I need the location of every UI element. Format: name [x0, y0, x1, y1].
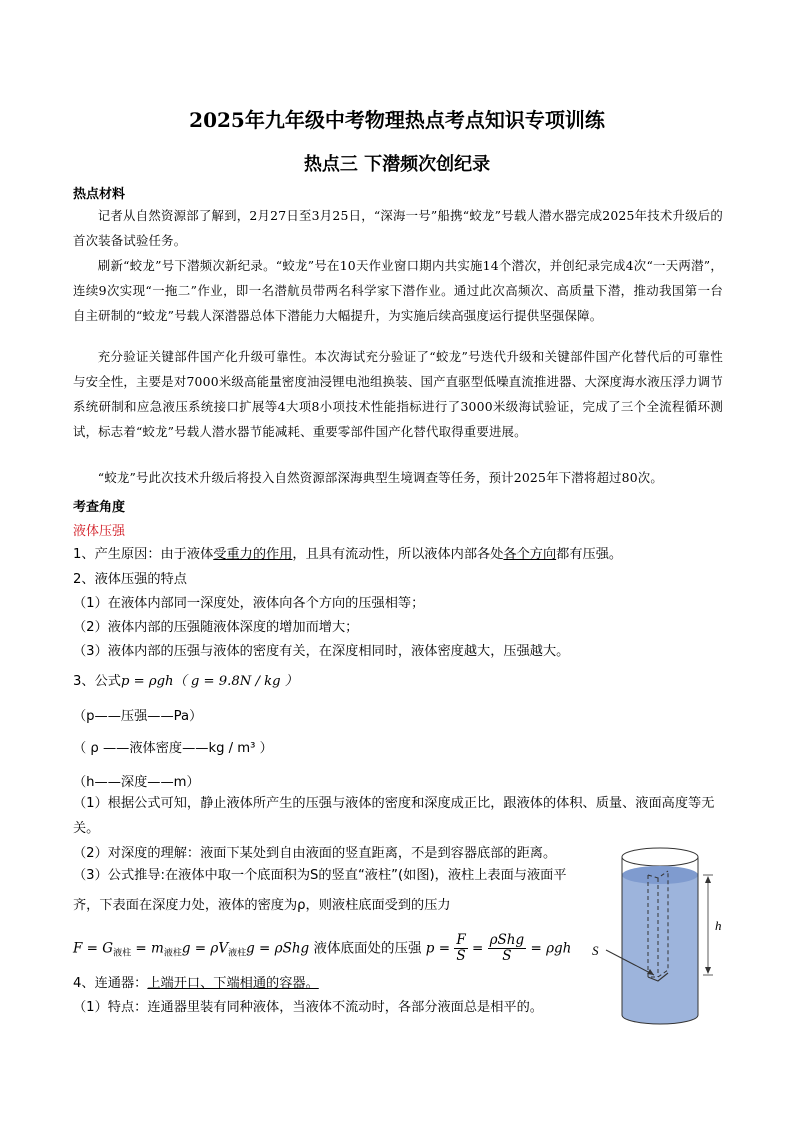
note-1: （1）根据公式可知，静止液体所产生的压强与液体的密度和深度成正比，跟液体的体积、质量、液面高度等无关。: [73, 796, 715, 836]
material-heading: 热点材料: [73, 187, 126, 202]
label-h: h: [715, 918, 722, 933]
point-2-3: （3）液体内部的压强与液体的密度有关，在深度相同时，液体密度越大，压强越大。: [73, 644, 570, 659]
note-3: （3）公式推导:在液体中取一个底面积为S的竖直“液柱”(如图)，液柱上表面与液面平齐，下表面在深度力处，液体的密度为ρ，则液柱底面受到的压力: [73, 868, 567, 913]
text: 3、公式: [73, 674, 121, 689]
exam-heading: 考查角度: [73, 500, 126, 515]
point-2: 2、液体压强的特点: [73, 572, 187, 587]
label-s: S: [592, 943, 599, 958]
point-3: [73, 670, 298, 689]
material-paragraph: 充分验证关键部件国产化升级可靠性。本次海试充分验证了“蛟龙”号迭代升级和关键部件国产化替代后的可靠性与安全性，主要是对7000米级高能量密度油浸锂电池组换装、国产直驱型低噪直流推进器、大深度海水液压浮力调节系统研制和应急液压系统接口扩展等4大项8小项技术性能指标进行了3000米级海试验证，完成了三个全流程循环测试，标志着“蛟龙”号载人潜水器节能减耗、重要零部件国产化替代取得重要进展。: [73, 349, 723, 439]
container-rim: [622, 848, 698, 866]
page-subtitle: 热点三 下潜频次创纪录: [303, 154, 491, 175]
material-paragraph: 记者从自然资源部了解到，2月27日至3月25日，“深海一号”船携“蛟龙”号载人潜水器完成2025年技术升级后的首次装备试验任务。: [73, 208, 723, 248]
material-paragraph: “蛟龙”号此次技术升级后将投入自然资源部深海典型生境调查等任务，预计2025年下潜将超过80次。: [97, 470, 663, 485]
note-2: （2）对深度的理解：液面下某处到自由液面的竖直距离，不是到容器底部的距离。: [73, 846, 557, 861]
text: 受重力的作用: [213, 547, 293, 562]
variable-rho: （ ρ ——液体密度——kg / m³ ）: [73, 741, 273, 756]
text: 各个方向: [503, 547, 557, 562]
text: 4、连通器：: [73, 976, 148, 991]
text: 液体底面处的压强: [313, 940, 422, 957]
point-1: [73, 543, 622, 562]
material-paragraph: 刷新“蛟龙”号下潜频次新纪录。“蛟龙”号在10天作业窗口期内共实施14个潜次，并创纪录完成4次“一天两潜”，连续9次实现“一拖二”作业，即一名潜航员带两名科学家下潜作业。通过此次高频次、高质量下潜，推动我国第一台自主研制的“蛟龙”号载人深潜器总体下潜能力大幅提升，为实施后续高强度运行提供坚强保障。: [73, 258, 723, 323]
point-2-2: （2）液体内部的压强随液体深度的增加而增大；: [73, 620, 359, 635]
variable-h: （h——深度——m）: [73, 775, 200, 790]
page-title: 2025年九年级中考物理热点考点知识专项训练: [189, 108, 605, 132]
point-2-1: （1）在液体内部同一深度处，液体向各个方向的压强相等；: [73, 596, 425, 611]
liquid-body: [622, 875, 698, 1024]
derivation-equation: $F = G_{液柱} = m_{液柱}g = \rho V_{液柱}g = \rho Shg$ 液体底面处的压强 p = $\frac{F}{S}$ = $\frac{\text{ρShg}}{S}$ = ρgh: [73, 932, 572, 964]
liquid-surface: [622, 866, 698, 884]
text: 上端开口、下端相通的容器。: [147, 976, 319, 991]
text: 1、产生原因：由于液体: [73, 547, 214, 562]
topic-heading: 液体压强: [73, 524, 126, 539]
text: 都有压强。: [556, 547, 623, 562]
liquid-column-figure: [580, 835, 730, 1035]
variable-p: （p——压强——Pa）: [73, 709, 203, 724]
point-4: [73, 972, 319, 991]
text: ，且具有流动性，所以液体内部各处: [292, 547, 504, 562]
formula: p = ρgh: [120, 674, 174, 689]
point-4-1: （1）特点：连通器里装有同种液体，当液体不流动时，各部分液面总是相平的。: [73, 1000, 543, 1015]
formula-g: （ g = 9.8N / kg ）: [173, 674, 298, 689]
